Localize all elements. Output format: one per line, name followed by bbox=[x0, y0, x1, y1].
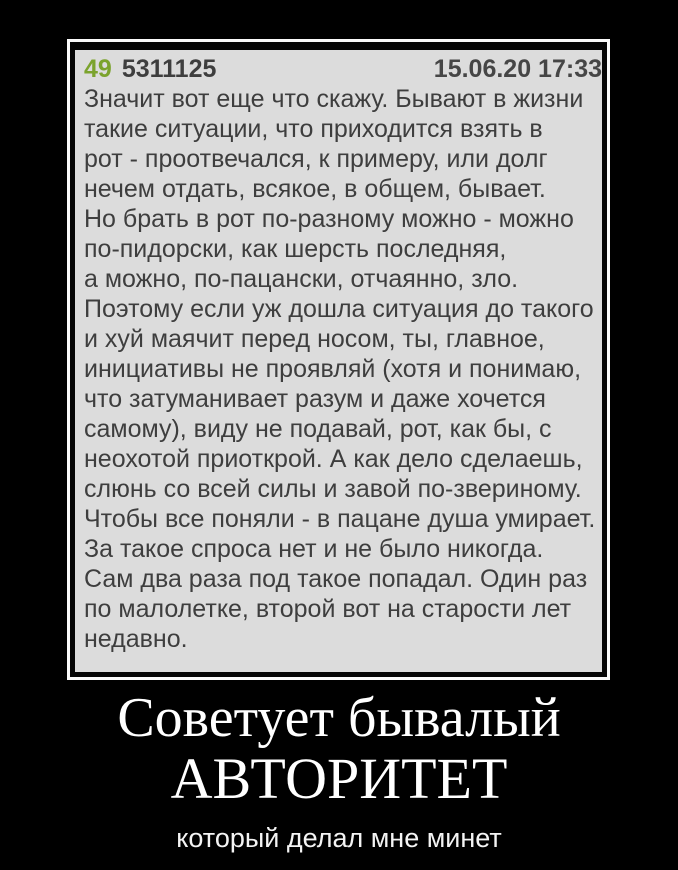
post-text-line: и хуй маячит перед носом, ты, главное, bbox=[84, 325, 545, 353]
post-count: 49 bbox=[84, 55, 112, 83]
post-text-line: по-пидорски, как шерсть последняя, bbox=[84, 235, 507, 263]
post-text-line: неохотой приоткрой. А как дело сделаешь, bbox=[84, 445, 583, 473]
post-text-line: За такое спроса нет и не было никогда. bbox=[84, 535, 544, 563]
caption-title-line1: Советует бывалый bbox=[117, 687, 561, 749]
post-text-line: такие ситуации, что приходится взять в bbox=[84, 115, 543, 143]
post-text-line: а можно, по-пацански, отчаянно, зло. bbox=[84, 265, 519, 293]
post-text-line: нечем отдать, всякое, в общем, бывает. bbox=[84, 175, 546, 203]
post-screenshot bbox=[75, 50, 602, 672]
caption-subtitle: который делал мне минет bbox=[176, 823, 502, 853]
post-text-line: Значит вот еще что скажу. Бывают в жизни bbox=[84, 85, 584, 113]
post-text-line: Поэтому если уж дошла ситуация до такого bbox=[84, 295, 594, 323]
demotivator-frame bbox=[67, 39, 610, 680]
post-header bbox=[84, 54, 602, 84]
post-text-line: что затуманивает разум и даже хочется bbox=[84, 385, 546, 413]
post-text-line: по малолетке, второй вот на старости лет bbox=[84, 595, 572, 623]
post-text-line: Чтобы все поняли - в пацане душа умирает. bbox=[84, 505, 596, 533]
post-text-line: недавно. bbox=[84, 625, 188, 653]
post-body bbox=[84, 84, 602, 654]
caption-block bbox=[0, 688, 678, 853]
post-text-line: Но брать в рот по-разному можно - можно bbox=[84, 205, 574, 233]
post-text-line: инициативы не проявляй (хотя и понимаю, bbox=[84, 355, 582, 383]
post-text-line: Сам два раза под такое попадал. Один раз bbox=[84, 565, 588, 593]
post-text-line: рот - проотвечался, к примеру, или долг bbox=[84, 145, 548, 173]
post-datetime: 15.06.20 17:33 bbox=[433, 55, 602, 83]
post-id: 5311125 bbox=[121, 55, 217, 83]
caption-title-line2: АВТОРИТЕТ bbox=[170, 746, 508, 811]
post-text-line: слюнь со всей силы и завой по-звериному. bbox=[84, 475, 582, 503]
post-text-line: самому), виду не подавай, рот, как бы, с bbox=[84, 415, 552, 443]
